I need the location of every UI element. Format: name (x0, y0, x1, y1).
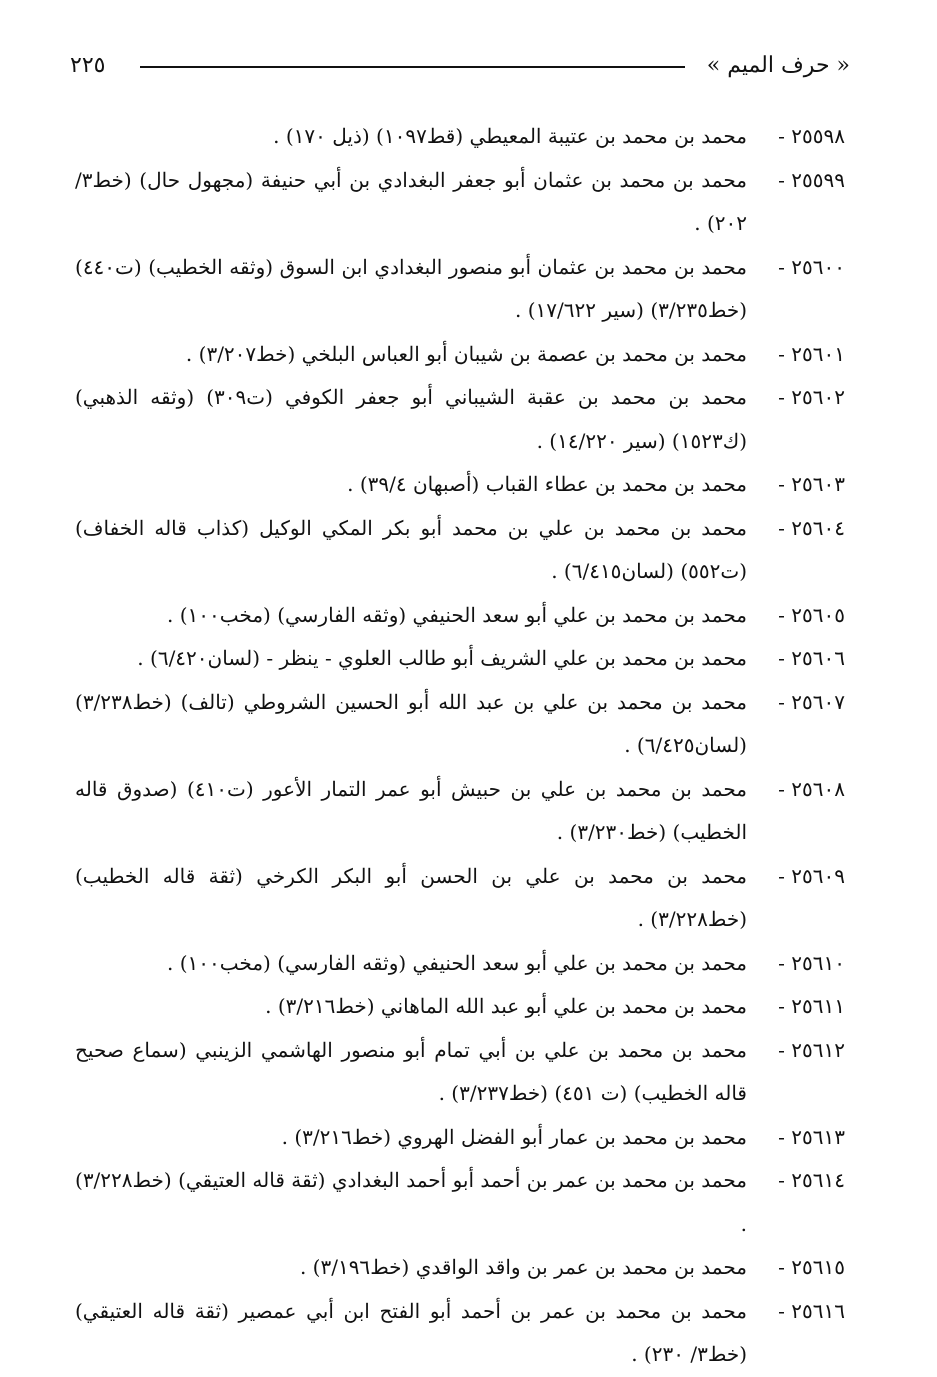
entry-number: ٢٥٦٠١ - (778, 341, 845, 366)
entry-text: محمد بن محمد بن علي بن الحسن أبو البكر الكرخي (ثقة قاله الخطيب) (خط٣/٢٢٨) . (75, 863, 747, 931)
entry-number: ٢٥٦٠٢ - (778, 385, 845, 409)
entry-text: محمد بن محمد بن عمر بن واقد الواقدي (خط٣/١٩٦) . (299, 1255, 747, 1279)
entry-number: ٢٥٦٠٩ - (778, 863, 845, 888)
entry-text: محمد بن محمد بن علي أبو سعد الحنيفي (وثقه الفارسي) (مخب١٠٠) . (167, 950, 747, 975)
entry-number: ٢٥٦٠٦ - (778, 646, 845, 670)
entry-number: ٢٥٥٩٩ - (778, 167, 845, 192)
entry-number: ٢٥٦٠٠ - (778, 254, 845, 279)
entry-number: ٢٥٦١٦ - (778, 1298, 845, 1323)
entry-text: محمد بن محمد بن علي بن أبي تمام أبو منصور الهاشمي الزينبي (سماع صحيح قاله الخطيب) (ت ٤٥١) (خط٣/٢٣٧) . (75, 1037, 747, 1105)
entry-text: محمد بن محمد بن علي أبو عبد الله الماهاني (خط٣/٢١٦) . (265, 994, 747, 1018)
entry-text: محمد بن محمد بن علي أبو سعد الحنيفي (وثقه الفارسي) (مخب١٠٠) . (167, 602, 747, 627)
entry-text: محمد بن محمد بن عثمان أبو جعفر البغدادي بن أبي حنيفة (مجهول حال) (خط٣/ ٢٠٢) . (75, 167, 747, 235)
entry-number: ٢٥٦٠٨ - (778, 776, 845, 801)
list-item (75, 463, 845, 507)
list-item (75, 159, 845, 246)
entry-number: ٢٥٦٠٤ - (778, 515, 845, 540)
entry-number: ٢٥٦١٠ - (778, 950, 845, 975)
entry-number: ٢٥٦١٤ - (778, 1168, 845, 1192)
entry-number: ٢٥٦١٣ - (778, 1124, 845, 1149)
page-number: ٢٢٥ (70, 53, 106, 78)
list-item (75, 594, 845, 638)
list-item (75, 942, 845, 986)
entry-list (75, 115, 845, 1377)
entry-text: محمد بن محمد بن عصمة بن شيبان أبو العباس البلخي (خط٣/٢٠٧) . (185, 341, 747, 366)
entry-text: محمد بن محمد بن عتيبة المعيطي (قط١٠٩٧) (ذيل ١٧٠) . (273, 124, 747, 148)
entry-number: ٢٥٦٠٣ - (778, 472, 845, 496)
list-item (75, 115, 845, 159)
list-item (75, 681, 845, 768)
entry-number: ٢٥٦١١ - (778, 994, 845, 1018)
list-item (75, 507, 845, 594)
list-item (75, 246, 845, 333)
entry-number: ٢٥٦١٢ - (778, 1037, 845, 1062)
entry-text: محمد بن محمد بن عثمان أبو منصور البغدادي ابن السوق (وثقه الخطيب) (ت٤٤٠) (خط٣/٢٣٥) (سير ١٧/٦٢٢) . (75, 254, 747, 322)
entry-text: محمد بن محمد بن عمار أبو الفضل الهروي (خط٣/٢١٦) . (281, 1124, 747, 1149)
list-item (75, 1116, 845, 1160)
list-item (75, 1290, 845, 1377)
chapter-title: « حرف الميم » (706, 53, 850, 78)
entry-number: ٢٥٦٠٧ - (778, 689, 845, 714)
entry-text: محمد بن محمد بن عقبة الشيباني أبو جعفر الكوفي (ت٣٠٩) (وثقه الذهبي) (ك١٥٢٣) (سير ١٤/٢٢٠) . (75, 385, 748, 453)
list-item (75, 376, 845, 463)
entry-number: ٢٥٥٩٨ - (778, 124, 845, 148)
entry-text: محمد بن محمد بن عمر بن أحمد أبو أحمد البغدادي (ثقة قاله العتيقي) (خط٣/٢٢٨) . (75, 1168, 747, 1236)
entry-number: ٢٥٦٠٥ - (778, 602, 845, 627)
list-item (75, 637, 845, 681)
entry-text: محمد بن محمد بن علي بن عبد الله أبو الحسين الشروطي (تالف) (خط٣/٢٣٨) (لسان٦/٤٢٥) . (75, 689, 747, 757)
list-item (75, 855, 845, 942)
list-item (75, 1246, 845, 1290)
list-item (75, 1159, 845, 1246)
list-item (75, 1029, 845, 1116)
entry-text: محمد بن محمد بن عطاء القباب (أصبهان ٣٩/٤) . (347, 472, 747, 496)
list-item (75, 985, 845, 1029)
entry-text: محمد بن محمد بن علي بن محمد أبو بكر المكي الوكيل (كذاب قاله الخفاف) (ت٥٥٢) (لسان٦/٤١٥) . (75, 515, 747, 583)
list-item (75, 768, 845, 855)
list-item (75, 333, 845, 377)
page-header (70, 48, 850, 84)
header-rule (140, 66, 685, 68)
entry-text: محمد بن محمد بن عمر بن أحمد أبو الفتح ابن أبي عمصير (ثقة قاله العتيقي) (خط٣/ ٢٣٠) . (75, 1298, 747, 1366)
entry-text: محمد بن محمد بن علي الشريف أبو طالب العلوي - ينظر - (لسان٦/٤٢٠) . (137, 646, 747, 670)
entry-number: ٢٥٦١٥ - (778, 1255, 845, 1279)
entry-text: محمد بن محمد بن علي بن حبيش أبو عمر التمار الأعور (ت٤١٠) (صدوق قاله الخطيب) (خط٣/٢٣٠) . (75, 776, 747, 844)
